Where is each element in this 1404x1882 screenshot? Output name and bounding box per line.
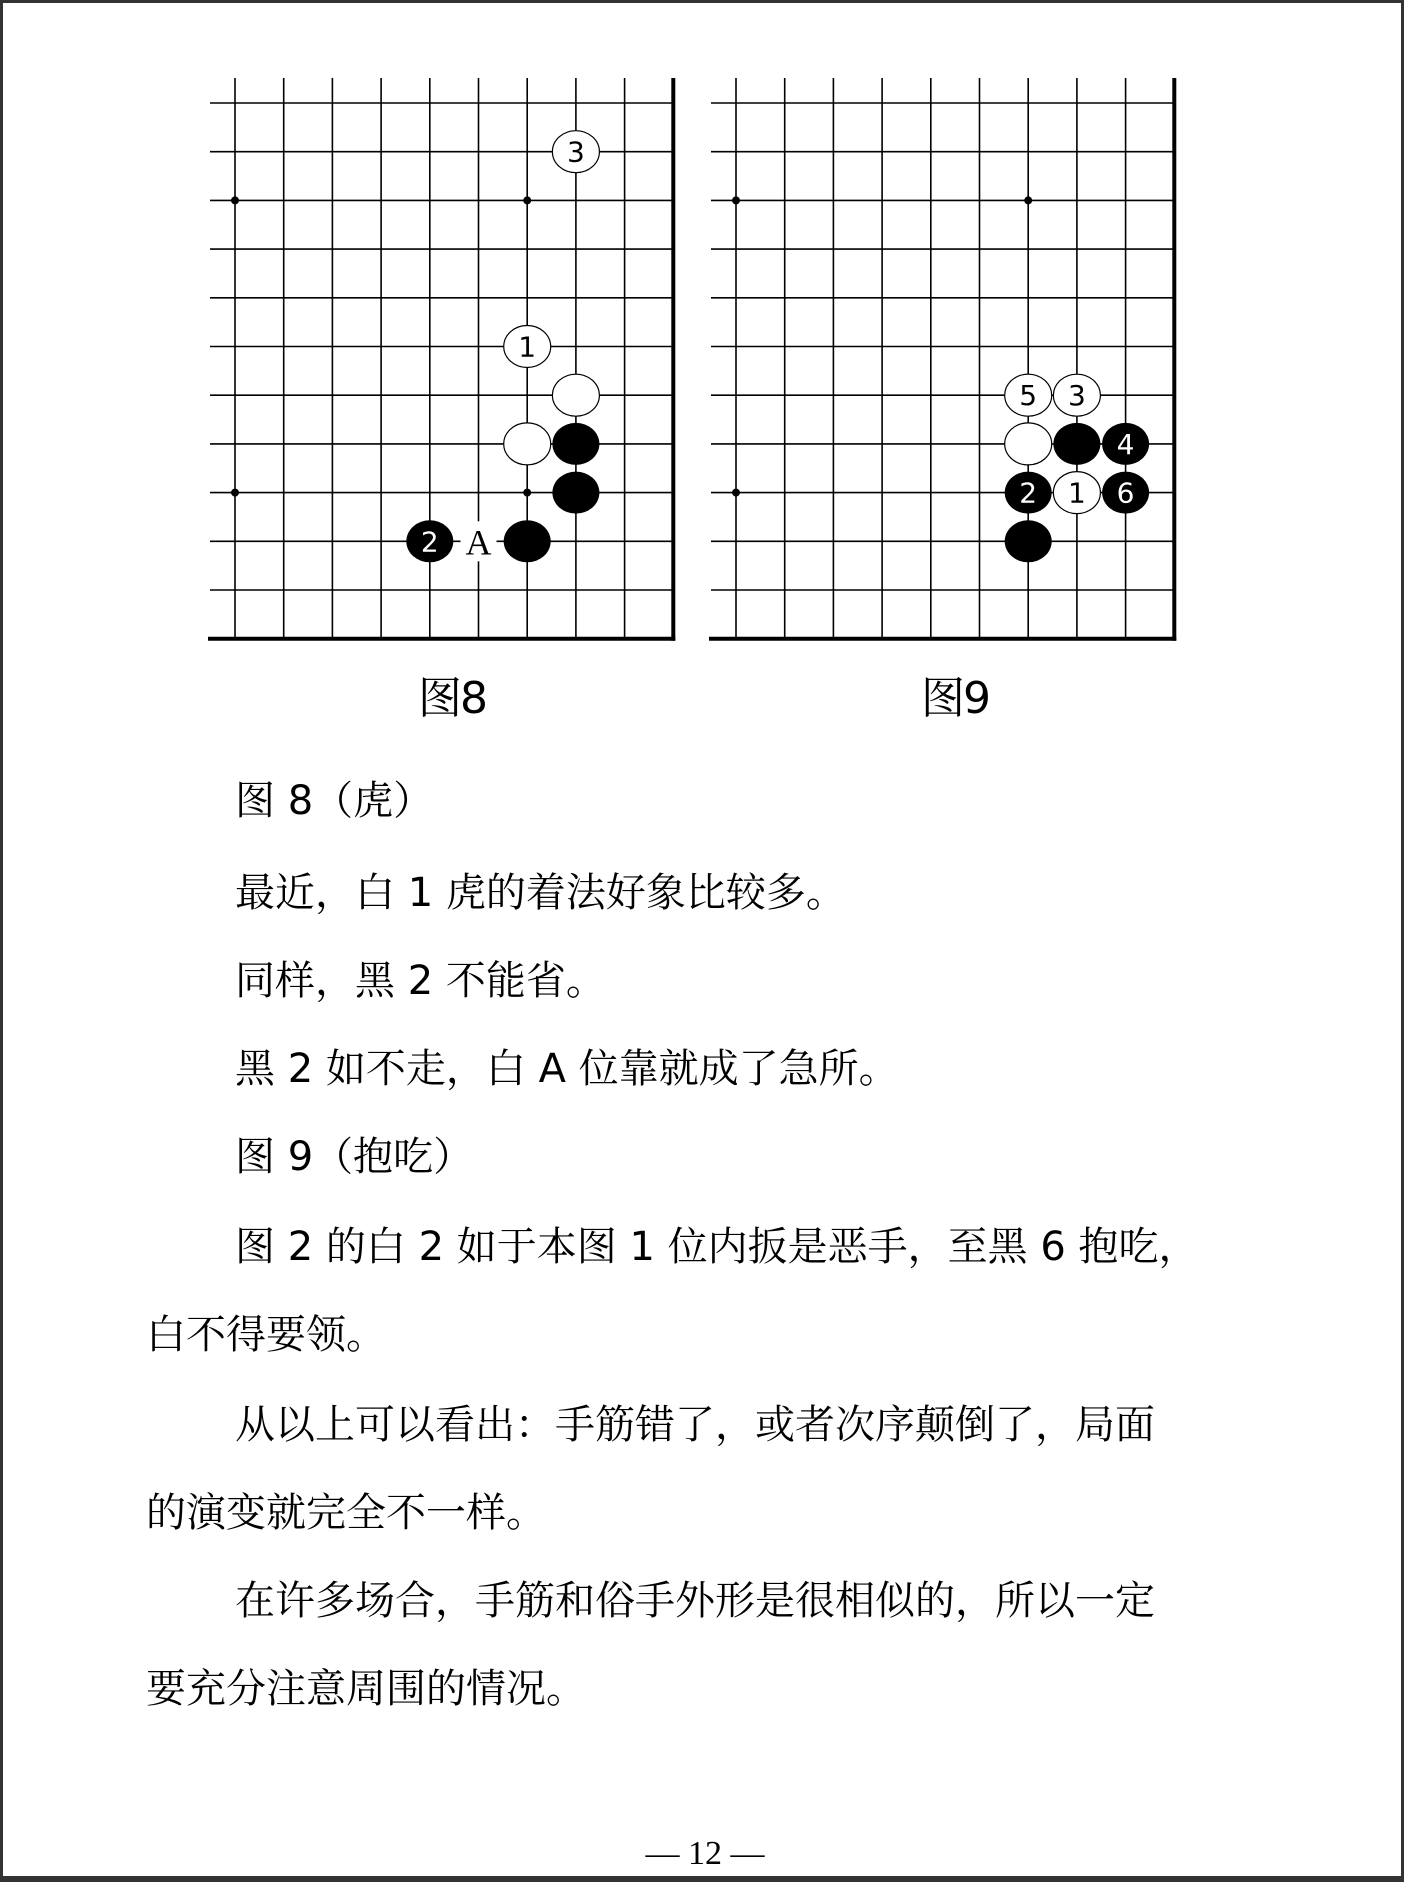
- paragraph-line: 同样，黑 2 不能省。: [235, 958, 606, 1004]
- go-board-grid: [704, 63, 1184, 653]
- section-heading-fig8: 图 8（虎）: [235, 778, 434, 824]
- black-stone: [1102, 472, 1149, 514]
- svg-text:2: 2: [420, 525, 439, 559]
- star-point: [231, 196, 239, 204]
- white-stone: [552, 131, 599, 173]
- figure-caption-fig8: 图8: [418, 673, 486, 724]
- white-stone: [1005, 423, 1052, 465]
- black-stone: [1053, 423, 1100, 465]
- page-number: — 12 —: [645, 1835, 765, 1872]
- paragraph-line: 图 2 的白 2 如于本图 1 位内扳是恶手，至黑 6 抱吃，: [235, 1224, 1199, 1270]
- paragraph-line: 的演变就完全不一样。: [146, 1490, 546, 1536]
- white-stone: [1053, 374, 1100, 416]
- white-stone: [504, 423, 551, 465]
- svg-text:2: 2: [1019, 476, 1038, 510]
- star-point: [1024, 196, 1032, 204]
- star-point: [523, 489, 531, 497]
- svg-text:6: 6: [1116, 476, 1135, 510]
- black-stone: [552, 472, 599, 514]
- svg-text:4: 4: [1116, 427, 1135, 461]
- svg-text:5: 5: [1019, 379, 1038, 413]
- white-stone: [552, 374, 599, 416]
- paragraph-line: 从以上可以看出：手筋错了，或者次序颠倒了，局面: [235, 1402, 1155, 1448]
- white-stone: [1005, 374, 1052, 416]
- black-stone: [1005, 472, 1052, 514]
- black-stone: [552, 423, 599, 465]
- star-point: [231, 489, 239, 497]
- svg-text:3: 3: [1067, 379, 1086, 413]
- paragraph-line: 最近，白 1 虎的着法好象比较多。: [235, 870, 846, 916]
- go-board-grid: [203, 63, 683, 653]
- star-point: [523, 196, 531, 204]
- black-stone: [504, 520, 551, 562]
- star-point: [732, 489, 740, 497]
- figure-caption-fig9: 图9: [921, 673, 989, 724]
- board-mark-label: A: [465, 522, 492, 563]
- star-point: [732, 196, 740, 204]
- go-diagram-fig8: [203, 63, 683, 653]
- black-stone: [406, 520, 453, 562]
- paragraph-line: 黑 2 如不走，白 A 位靠就成了急所。: [235, 1046, 899, 1092]
- black-stone: [1102, 423, 1149, 465]
- section-heading-fig9: 图 9（抱吃）: [235, 1134, 474, 1180]
- paragraph-line: 在许多场合，手筋和俗手外形是很相似的，所以一定: [235, 1578, 1155, 1624]
- paragraph-line: 要充分注意周围的情况。: [146, 1666, 586, 1712]
- white-stone: [1053, 472, 1100, 514]
- go-diagram-fig9: [704, 63, 1184, 653]
- paragraph-line: 白不得要领。: [146, 1312, 386, 1358]
- svg-text:3: 3: [566, 135, 585, 169]
- svg-text:1: 1: [1067, 476, 1086, 510]
- svg-text:1: 1: [518, 330, 537, 364]
- white-stone: [504, 326, 551, 368]
- black-stone: [1005, 520, 1052, 562]
